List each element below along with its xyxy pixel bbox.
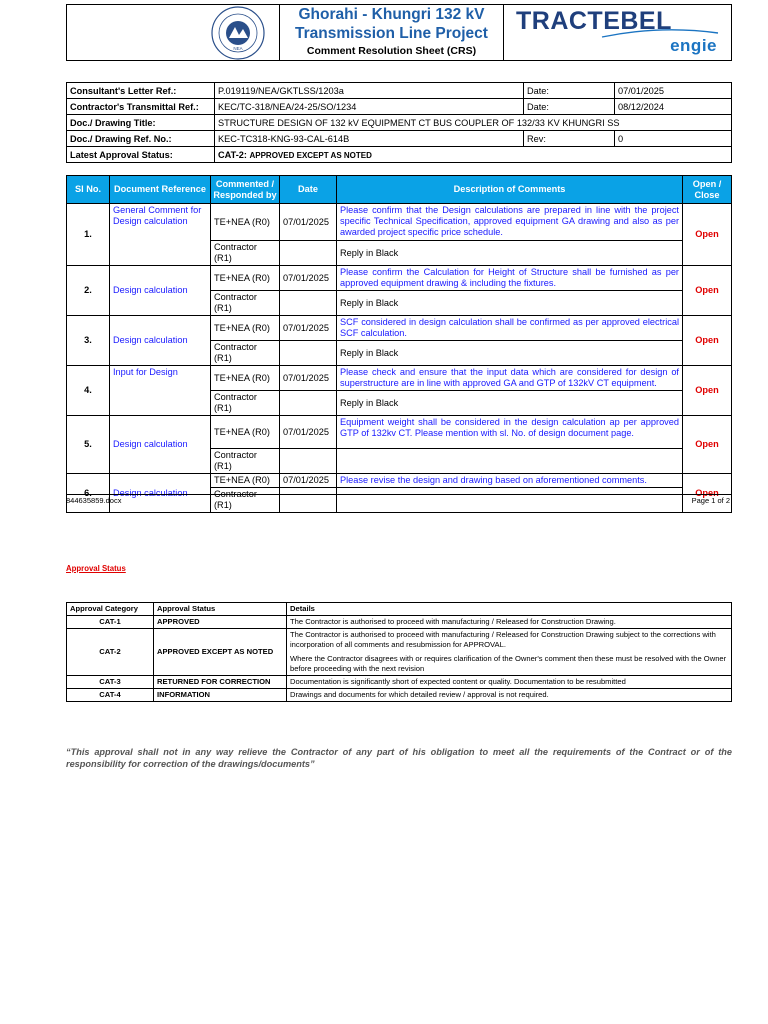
- document-reference: Input for Design: [110, 366, 211, 416]
- col-header: Document Reference: [110, 176, 211, 204]
- info-value: 0: [615, 131, 732, 147]
- col-header: Sl No.: [67, 176, 110, 204]
- approval-row: [67, 676, 732, 689]
- svg-text:NEA: NEA: [233, 46, 243, 51]
- status-badge: Open: [683, 416, 732, 474]
- info-value: STRUCTURE DESIGN OF 132 kV EQUIPMENT CT BUS COUPLER OF 132/33 KV KHUNGRI SS: [215, 115, 732, 131]
- comment-date: 07/01/2025: [280, 266, 337, 291]
- comments-table: [66, 175, 732, 513]
- info-value: 07/01/2025: [615, 83, 732, 99]
- responded-by: Contractor (R1): [211, 241, 280, 266]
- col-header: Description of Comments: [337, 176, 683, 204]
- comment-row: [67, 366, 732, 391]
- approval-details-cell: [287, 629, 732, 676]
- response-date: [280, 291, 337, 316]
- col-header: Commented / Responded by: [211, 176, 280, 204]
- page-footer: [66, 494, 732, 505]
- comment-number: 5.: [67, 416, 110, 474]
- approval-details: Drawings and documents for which detailed review / approval is not required.: [290, 690, 549, 699]
- document-reference: Design calculation: [110, 266, 211, 316]
- reply-text: Reply in Black: [337, 391, 683, 416]
- tractebel-logo: [504, 5, 731, 60]
- info-row: [67, 147, 732, 163]
- nea-emblem-icon: [67, 5, 279, 60]
- document-reference: Design calculation: [110, 316, 211, 366]
- commented-by: TE+NEA (R0): [211, 416, 280, 449]
- reply-text: Reply in Black: [337, 241, 683, 266]
- document-info-table: [66, 82, 732, 163]
- comment-number: 2.: [67, 266, 110, 316]
- comment-date: 07/01/2025: [280, 204, 337, 241]
- approval-status: RETURNED FOR CORRECTION: [154, 676, 287, 689]
- status-text: APPROVED EXCEPT AS NOTED: [249, 150, 372, 160]
- status-badge: Open: [683, 316, 732, 366]
- comment-text: SCF considered in design calculation shall be confirmed as per approved electrical SCF calculation.: [337, 316, 683, 341]
- comment-row: [67, 204, 732, 241]
- info-label: Date:: [524, 83, 615, 99]
- approval-status: APPROVED: [154, 616, 287, 629]
- comment-row: [67, 474, 732, 488]
- comment-number: 4.: [67, 366, 110, 416]
- response-date: [280, 449, 337, 474]
- info-value: KEC-TC318-KNG-93-CAL-614B: [215, 131, 524, 147]
- comment-row: [67, 316, 732, 341]
- commented-by: TE+NEA (R0): [211, 474, 280, 488]
- reply-text: [337, 449, 683, 474]
- info-label: Contractor's Transmittal Ref.:: [67, 99, 215, 115]
- status-badge: Open: [683, 474, 732, 513]
- approval-category: CAT-3: [67, 676, 154, 689]
- comment-row: [67, 266, 732, 291]
- comment-date: 07/01/2025: [280, 366, 337, 391]
- approval-row: [67, 629, 732, 676]
- info-value: [215, 147, 732, 163]
- comment-text: Please confirm the Calculation for Height of Structure shall be furnished as per approved equipment drawing & including the fixtures.: [337, 266, 683, 291]
- comment-number: 3.: [67, 316, 110, 366]
- approval-row: [67, 616, 732, 629]
- approval-details-cell: [287, 616, 732, 629]
- approval-details-cell: [287, 676, 732, 689]
- approval-status: INFORMATION: [154, 689, 287, 702]
- page-number: Page 1 of 2: [691, 496, 730, 505]
- document-reference: General Comment for Design calculation: [110, 204, 211, 266]
- approval-row: [67, 689, 732, 702]
- approval-header-row: [67, 603, 732, 616]
- response-date: [280, 341, 337, 366]
- comment-date: 07/01/2025: [280, 416, 337, 449]
- comment-date: 07/01/2025: [280, 316, 337, 341]
- file-name: 844635859.docx: [66, 496, 122, 505]
- responded-by: Contractor (R1): [211, 449, 280, 474]
- responded-by: Contractor (R1): [211, 488, 280, 513]
- info-label: Doc./ Drawing Ref. No.:: [67, 131, 215, 147]
- comment-text: Please confirm that the Design calculations are prepared in line with the project specific Technical Specification, approved equipment GA drawing and also as per awarded project specific price schedule.: [337, 204, 683, 241]
- document-header: [66, 4, 732, 61]
- col-header: Date: [280, 176, 337, 204]
- commented-by: TE+NEA (R0): [211, 366, 280, 391]
- approval-details-cell: [287, 689, 732, 702]
- approval-category: CAT-1: [67, 616, 154, 629]
- approval-col-header: Details: [287, 603, 732, 616]
- document-reference: Design calculation: [110, 474, 211, 513]
- info-row: [67, 99, 732, 115]
- info-row: [67, 115, 732, 131]
- commented-by: TE+NEA (R0): [211, 204, 280, 241]
- brand-name: TRACTEBEL: [516, 7, 672, 35]
- status-badge: Open: [683, 366, 732, 416]
- info-row: [67, 83, 732, 99]
- info-value: KEC/TC-318/NEA/24-25/SO/1234: [215, 99, 524, 115]
- commented-by: TE+NEA (R0): [211, 316, 280, 341]
- document-reference: Design calculation: [110, 416, 211, 474]
- responded-by: Contractor (R1): [211, 341, 280, 366]
- info-label: Date:: [524, 99, 615, 115]
- info-value: P.019119/NEA/GKTLSS/1203a: [215, 83, 524, 99]
- responded-by: Contractor (R1): [211, 291, 280, 316]
- info-value: 08/12/2024: [615, 99, 732, 115]
- project-title-block: [280, 5, 504, 60]
- approval-details-note: Where the Contractor disagrees with or requires clarification of the Owner's comment then these must be resolved with the Owner before proceeding with the next revision: [290, 654, 727, 673]
- responded-by: Contractor (R1): [211, 391, 280, 416]
- approval-details: Documentation is significantly short of expected content or quality. Documentation to be resubmitted: [290, 677, 626, 686]
- approval-col-header: Approval Category: [67, 603, 154, 616]
- info-row: [67, 131, 732, 147]
- comment-number: 6.: [67, 474, 110, 513]
- info-label: Doc./ Drawing Title:: [67, 115, 215, 131]
- col-header: Open / Close: [683, 176, 732, 204]
- approval-table: [66, 602, 732, 702]
- comment-text: Please check and ensure that the input data which are considered for design of superstructure are in line with approved GA and GTP of 132kV CT equipment.: [337, 366, 683, 391]
- approval-heading: Approval Status: [66, 564, 126, 573]
- comments-header-row: [67, 176, 732, 204]
- nea-logo: [67, 5, 280, 60]
- approval-category: CAT-2: [67, 629, 154, 676]
- reply-text: Reply in Black: [337, 341, 683, 366]
- status-code: CAT-2:: [218, 149, 247, 160]
- commented-by: TE+NEA (R0): [211, 266, 280, 291]
- brand-sub: engie: [670, 36, 717, 55]
- comment-text: Please revise the design and drawing based on aforementioned comments.: [337, 474, 683, 488]
- approval-category: CAT-4: [67, 689, 154, 702]
- document-subtitle: Comment Resolution Sheet (CRS): [306, 45, 477, 57]
- approval-col-header: Approval Status: [154, 603, 287, 616]
- response-date: [280, 241, 337, 266]
- approval-details: The Contractor is authorised to proceed with manufacturing / Released for Construction Drawing.: [290, 617, 616, 626]
- project-title-line1: Ghorahi - Khungri 132 kV: [298, 6, 485, 23]
- comment-number: 1.: [67, 204, 110, 266]
- approval-details: The Contractor is authorised to proceed with manufacturing / Released for Construction Drawing subject to the corrections with incorporation of all comments and resubmission for APPROVAL.: [290, 630, 716, 649]
- comment-date: 07/01/2025: [280, 474, 337, 488]
- response-date: [280, 391, 337, 416]
- comment-text: Equipment weight shall be considered in the design calculation ap per approved GTP of 132kv CT. Please mention with sl. No. of design document page.: [337, 416, 683, 449]
- info-label: Rev:: [524, 131, 615, 147]
- comment-row: [67, 416, 732, 449]
- approval-disclaimer: “This approval shall not in any way relieve the Contractor of any part of his obligation to meet all the requirements of the Contract or of the responsibility for correction of the drawings/documents”: [66, 747, 732, 769]
- info-label: Consultant's Letter Ref.:: [67, 83, 215, 99]
- project-title-line2: Transmission Line Project: [295, 25, 488, 42]
- status-badge: Open: [683, 266, 732, 316]
- status-badge: Open: [683, 204, 732, 266]
- reply-text: Reply in Black: [337, 291, 683, 316]
- approval-status: APPROVED EXCEPT AS NOTED: [154, 629, 287, 676]
- info-label: Latest Approval Status:: [67, 147, 215, 163]
